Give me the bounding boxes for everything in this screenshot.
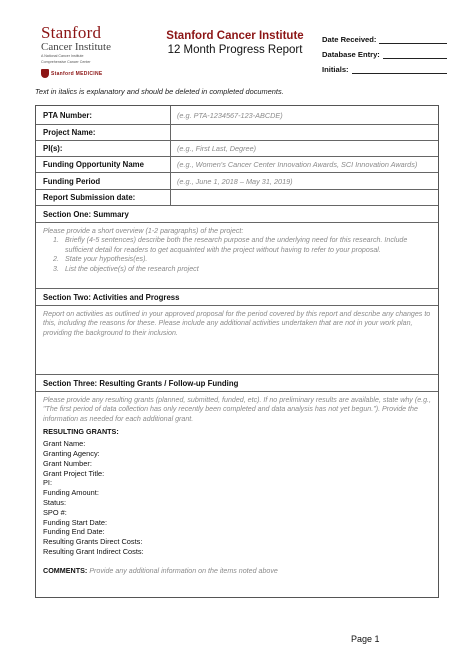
- field-row-pta: [36, 106, 438, 125]
- section-two-text: Report on activities as outlined in your approved proposal for the period covered by this report and describe any changes to this, including the reasons for these. Please include any additional activities undertaken that are not in your work plan, providing the background to their inclusion.: [43, 310, 431, 337]
- section-two-content[interactable]: [36, 306, 438, 375]
- grant-field: Grant Number:: [43, 458, 92, 468]
- pta-number-input[interactable]: (e.g. PTA-1234567-123-ABCDE): [177, 110, 283, 120]
- field-row-submission-date: [36, 190, 438, 206]
- field-row-funding-period: [36, 173, 438, 190]
- field-row-project-name: [36, 125, 438, 141]
- funding-period-input[interactable]: (e.g., June 1, 2018 – May 31, 2019): [177, 176, 293, 186]
- grant-field: SPO #:: [43, 507, 67, 517]
- report-title: [150, 29, 320, 58]
- comments-hint: Provide any additional information on the items noted above: [89, 566, 278, 575]
- grant-field: Status:: [43, 498, 67, 507]
- admin-fields: [322, 30, 447, 75]
- list-number: 2.: [53, 255, 59, 264]
- grant-field: PI:: [43, 478, 53, 488]
- date-received-row: [322, 30, 447, 44]
- initials-row: [322, 60, 447, 74]
- grant-field: Resulting Grants Direct Costs:: [43, 537, 143, 547]
- section-three-content[interactable]: [36, 392, 438, 599]
- pi-input[interactable]: (e.g., First Last, Degree): [177, 144, 257, 153]
- shield-icon: [41, 69, 49, 78]
- date-received-label: Date Received:: [322, 35, 377, 44]
- field-label: Funding Period: [36, 173, 171, 189]
- section-one-heading: Section One: Summary: [36, 206, 438, 223]
- section-two-heading: Section Two: Activities and Progress: [36, 289, 438, 306]
- field-label: Project Name:: [36, 125, 171, 140]
- list-number: 3.: [53, 264, 59, 273]
- field-label: PI(s):: [36, 141, 171, 156]
- page-number: Page 1: [351, 634, 380, 644]
- logo-medicine-text: Stanford MEDICINE: [51, 70, 103, 77]
- list-item: [43, 255, 431, 264]
- date-received-field[interactable]: [379, 36, 447, 44]
- report-form: [35, 105, 439, 598]
- title-institute: Stanford Cancer Institute: [166, 30, 304, 42]
- initials-field[interactable]: [352, 66, 447, 74]
- italics-note: Text in italics is explanatory and should be deleted in completed documents.: [35, 87, 284, 96]
- stanford-cancer-institute-logo: [41, 25, 121, 78]
- initials-label: Initials:: [322, 65, 349, 74]
- title-report: 12 Month Progress Report: [167, 44, 303, 56]
- funding-opportunity-input[interactable]: (e.g., Women's Cancer Center Innovation Awards, SCI Innovation Awards): [177, 160, 418, 169]
- grant-field: Funding End Date:: [43, 527, 105, 537]
- field-row-funding-opportunity: [36, 157, 438, 173]
- database-entry-field[interactable]: [383, 51, 447, 59]
- list-text: List the objective(s) of the research project: [65, 264, 199, 273]
- logo-cancer-institute-text: Cancer Institute: [41, 41, 111, 53]
- field-label: Report Submission date:: [36, 190, 171, 205]
- logo-stanford-text: Stanford: [41, 23, 102, 42]
- field-label: PTA Number:: [36, 106, 171, 124]
- submission-date-input[interactable]: [171, 190, 438, 205]
- stanford-medicine-logo: [41, 69, 121, 78]
- comments-label: COMMENTS:: [43, 565, 88, 575]
- grant-field: Funding Amount:: [43, 488, 99, 498]
- list-number: 1.: [53, 236, 59, 245]
- field-row-pi: [36, 141, 438, 157]
- section-three-text: Please provide any resulting grants (planned, submitted, funded, etc). If no preliminary results are available, state why (e.g., "The first period of data collection has only recently been completed and data analysis has not yet begun."). Provide the information as needed for each additional grant.: [43, 396, 431, 423]
- database-entry-label: Database Entry:: [322, 50, 380, 59]
- grant-field: Grant Name:: [43, 439, 86, 449]
- grant-field: Grant Project Title:: [43, 468, 105, 478]
- list-text: Briefly (4-5 sentences) describe both the research purpose and the underlying need for this research. Include sufficient detail for readers to get acquainted with the project without having to refer to your proposal.: [65, 236, 408, 254]
- grant-field: Funding Start Date:: [43, 517, 108, 527]
- list-item: [43, 236, 431, 255]
- database-entry-row: [322, 45, 447, 59]
- grant-field: Granting Agency:: [43, 449, 100, 459]
- resulting-grants-label: RESULTING GRANTS:: [43, 427, 119, 437]
- list-item: [43, 265, 431, 274]
- section-one-content[interactable]: [36, 223, 438, 289]
- grant-fields-list: [43, 439, 431, 557]
- logo-subline-1: A National Cancer Institute: [41, 54, 84, 58]
- section-three-heading: Section Three: Resulting Grants / Follow-up Funding: [36, 375, 438, 392]
- comments-line: [43, 566, 431, 576]
- project-name-input[interactable]: [171, 125, 438, 140]
- field-label: Funding Opportunity Name: [36, 157, 171, 172]
- logo-subline-2: Comprehensive Cancer Center: [41, 59, 91, 64]
- grant-field: Resulting Grant Indirect Costs:: [43, 546, 144, 556]
- section-one-intro: Please provide a short overview (1-2 paragraphs) of the project:: [43, 227, 244, 235]
- page-header: [0, 0, 474, 82]
- list-text: State your hypothesis(es).: [65, 255, 148, 264]
